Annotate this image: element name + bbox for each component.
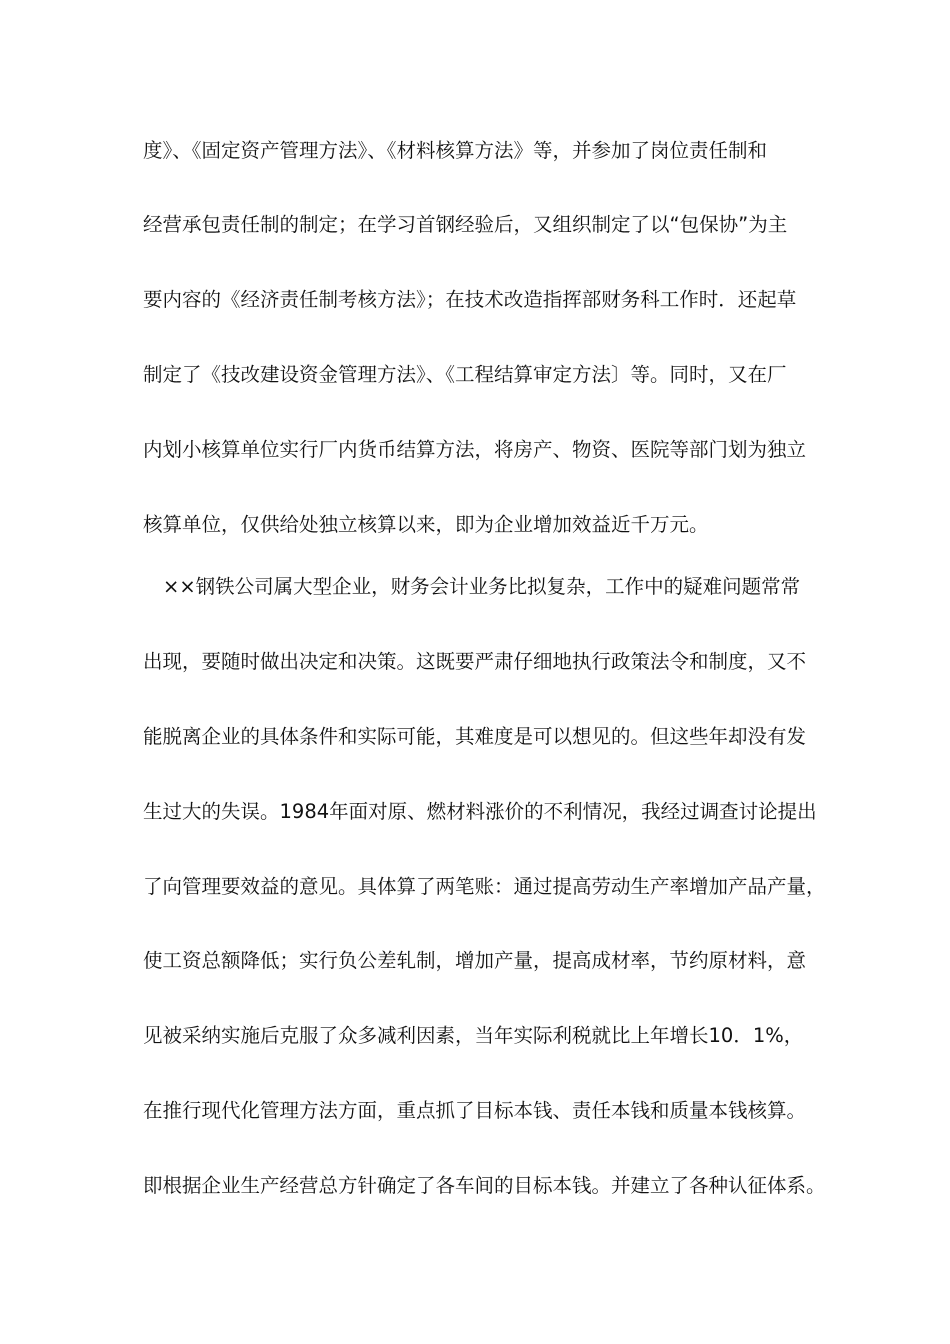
text-line: 使工资总额降低；实行负公差轧制，增加产量，提高成材率，节约原材料，意: [143, 949, 807, 972]
text-line: 即根据企业生产经营总方针确定了各车间的目标本钱。并建立了各种认征体系。: [143, 1174, 826, 1197]
text-line: 内划小核算单位实行厂内货币结算方法，将房产、物资、医院等部门划为独立: [143, 438, 807, 461]
text-line: 度》、《固定资产管理方法》、《材料核算方法》等，并参加了岗位责任制和: [143, 139, 768, 162]
text-line: 核算单位，仅供给处独立核算以来，即为企业增加效益近千万元。: [143, 513, 709, 536]
text-line: 要内容的《经济责任制考核方法》；在技术改造指挥部财务科工作时．还起草: [143, 288, 797, 311]
paragraph-first-line: ××钢铁公司属大型企业，财务会计业务比拟复杂，工作中的疑难问题常常: [163, 575, 801, 598]
text-line: 见被采纳实施后克服了众多减利因素，当年实际利税就比上年增长10．1%，: [143, 1024, 804, 1047]
text-line: 能脱离企业的具体条件和实际可能，其难度是可以想见的。但这些年却没有发: [143, 725, 807, 748]
text-line: 生过大的失误。1984年面对原、燃材料涨价的不利情况，我经过调查讨论提出: [143, 800, 817, 823]
text-line: 出现，要随时做出决定和决策。这既要严肃仔细地执行政策法令和制度，又不: [143, 650, 807, 673]
text-line: 在推行现代化管理方法方面，重点抓了目标本钱、责任本钱和质量本钱核算。: [143, 1099, 807, 1122]
text-line: 制定了《技改建设资金管理方法》、《工程结算审定方法〕等。同时，又在厂: [143, 363, 787, 386]
text-line: 经营承包责任制的制定；在学习首钢经验后，又组织制定了以“包保协”为主: [143, 213, 788, 236]
text-line: 了向管理要效益的意见。具体算了两笔账：通过提高劳动生产率增加产品产量，: [143, 875, 826, 898]
